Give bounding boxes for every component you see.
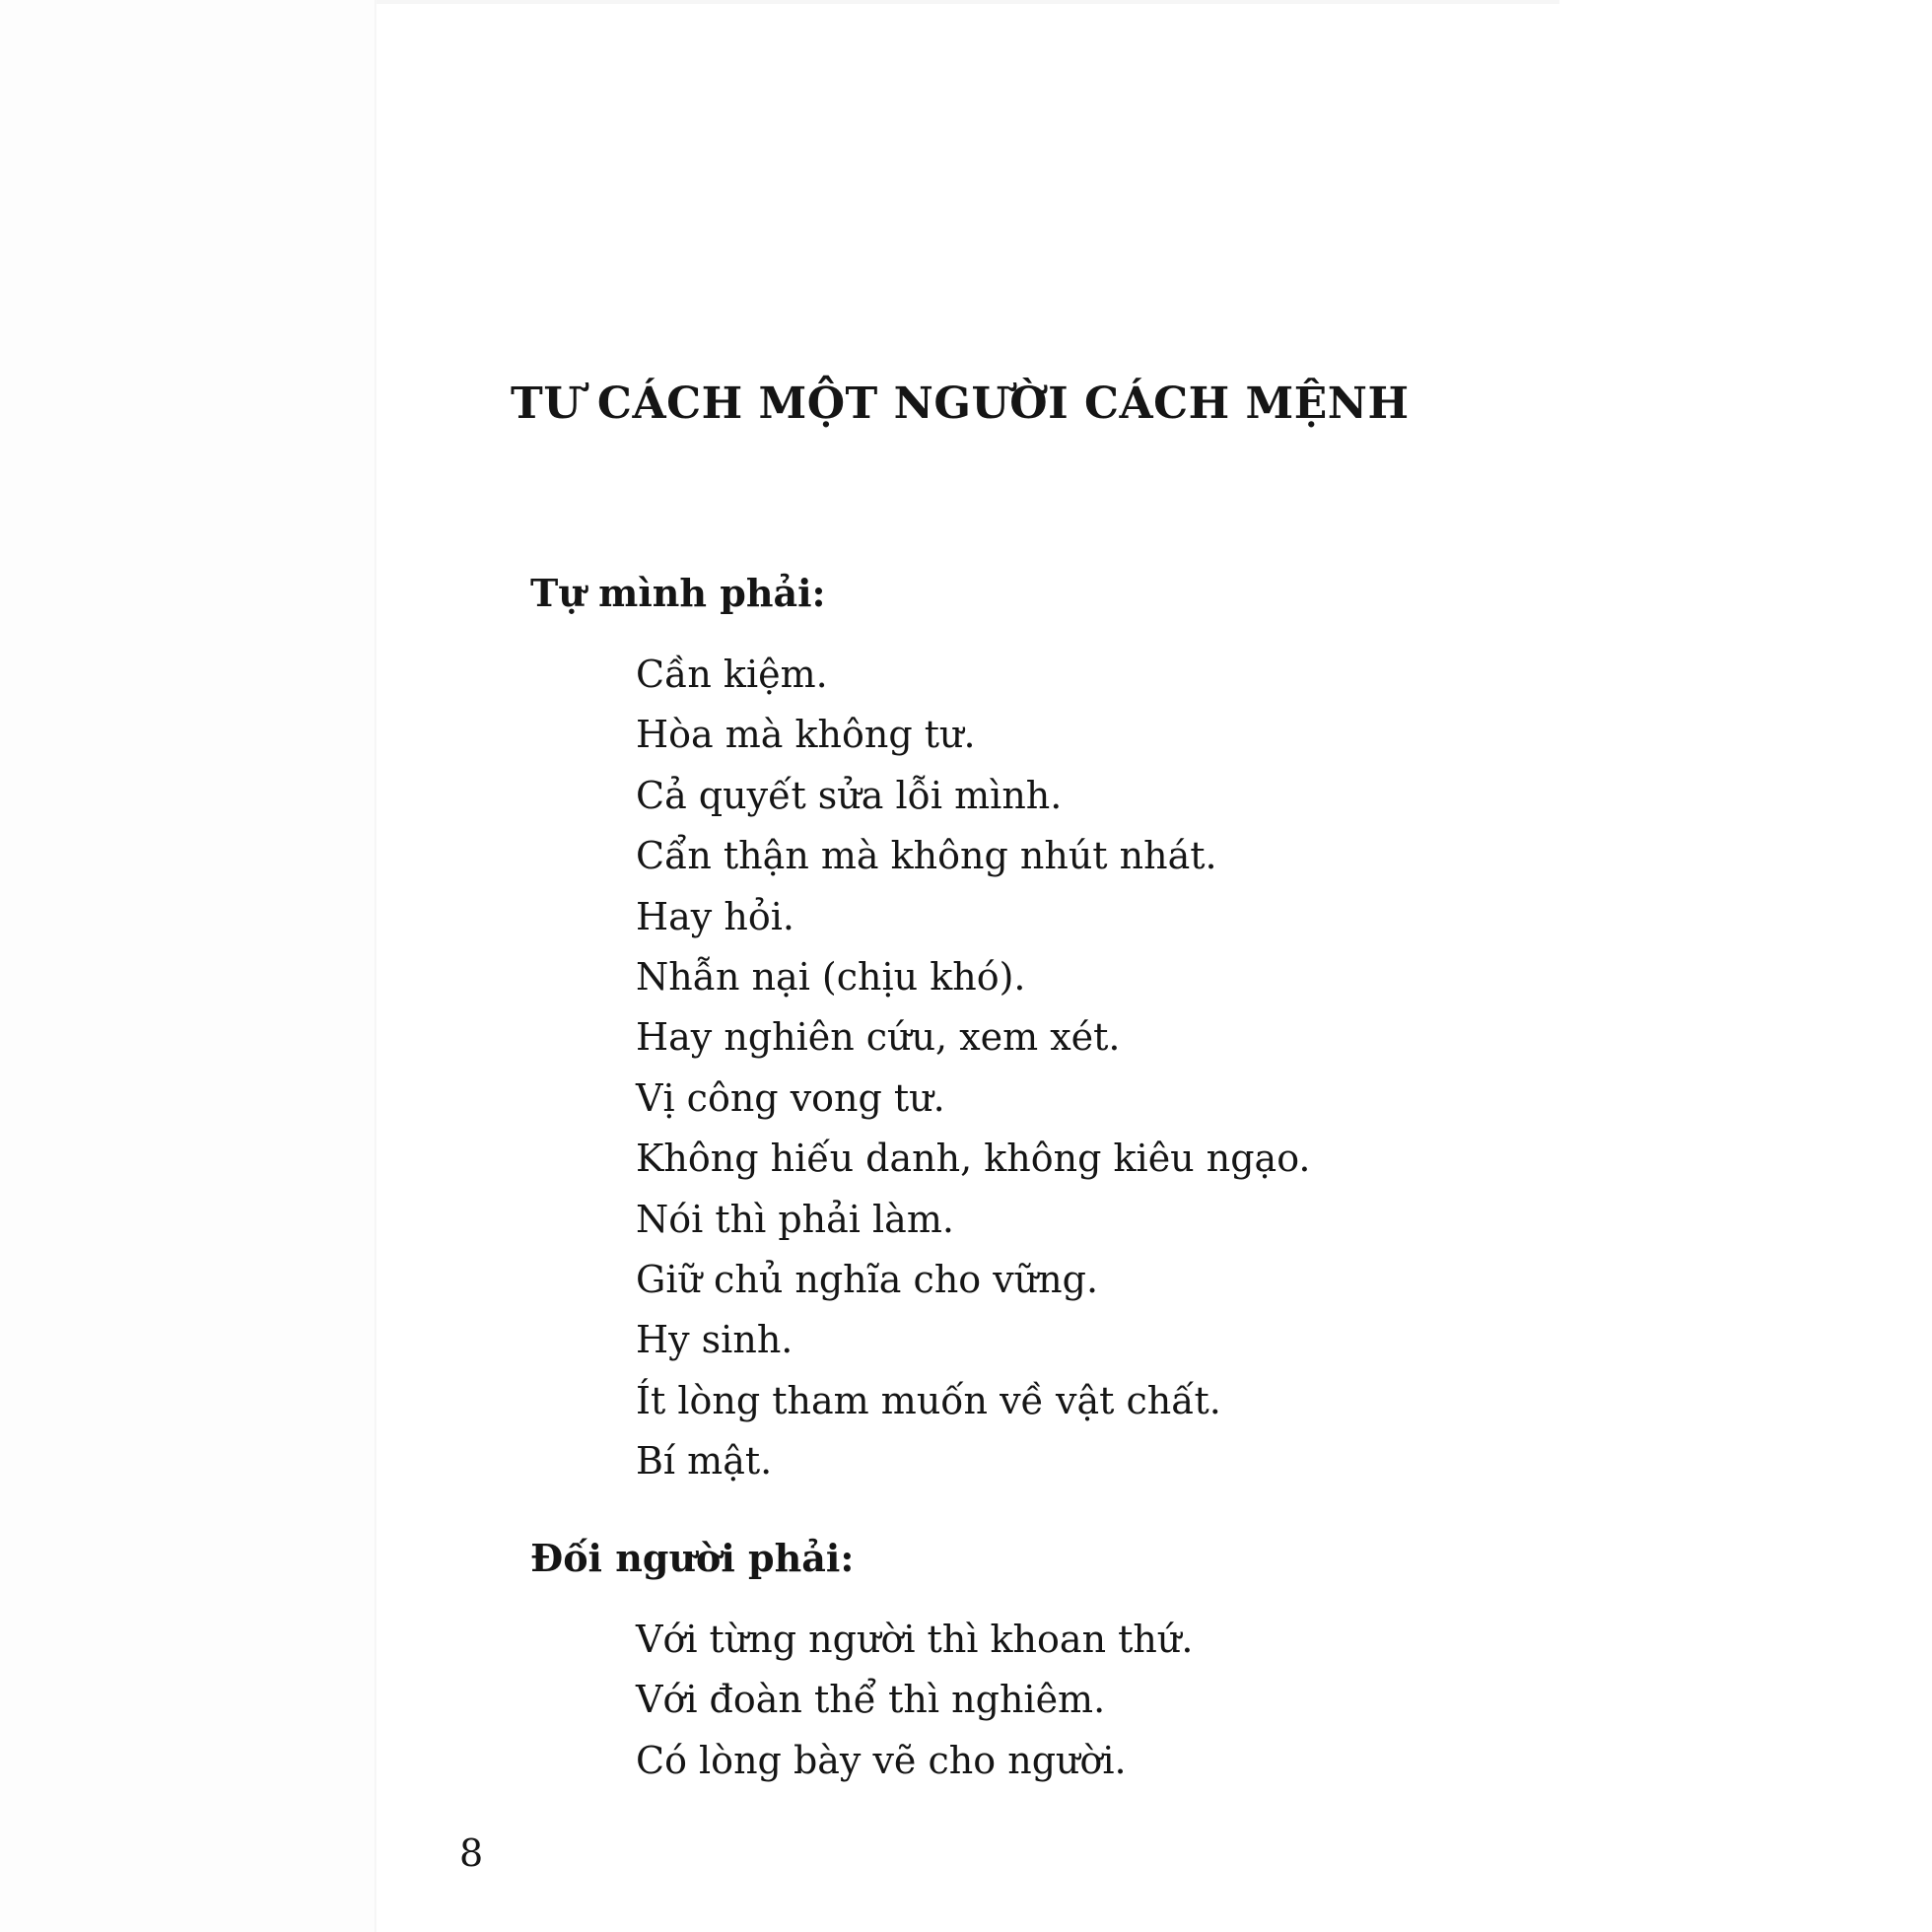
list-item: Cần kiệm.	[636, 653, 828, 696]
list-item: Cẩn thận mà không nhút nhát.	[636, 834, 1217, 878]
list-item: Ít lòng tham muốn về vật chất.	[636, 1378, 1221, 1422]
list-item: Với từng người thì khoan thứ.	[636, 1618, 1194, 1661]
list-item: Nói thì phải làm.	[636, 1197, 954, 1241]
list-item: Hy sinh.	[636, 1318, 794, 1362]
section-others	[530, 1531, 1193, 1791]
list-item: Cả quyết sửa lỗi mình.	[636, 773, 1063, 817]
self-requirements-list	[636, 645, 1310, 1492]
list-item: Nhẫn nại (chịu khó).	[636, 955, 1026, 1000]
list-item: Không hiếu danh, không kiêu ngạo.	[636, 1137, 1311, 1181]
list-item: Hay nghiên cứu, xem xét.	[636, 1015, 1121, 1060]
list-item: Hay hỏi.	[636, 894, 794, 938]
section-self	[530, 566, 1310, 1492]
section-heading-others: Đối người phải:	[530, 1536, 855, 1580]
list-item: Có lòng bày vẽ cho người.	[636, 1738, 1127, 1782]
page-margin-shade	[0, 0, 377, 1932]
list-item: Hòa mà không tư.	[636, 713, 976, 757]
list-item: Bí mật.	[636, 1439, 773, 1484]
list-item: Giữ chủ nghĩa cho vững.	[636, 1258, 1099, 1302]
list-item: Với đoàn thể thì nghiêm.	[636, 1678, 1106, 1722]
page-edge	[375, 0, 377, 1932]
others-requirements-list	[636, 1610, 1193, 1791]
page-number: 8	[459, 1831, 484, 1875]
page-title: TƯ CÁCH MỘT NGƯỜI CÁCH MỆNH	[511, 379, 1410, 429]
list-item: Vị công vong tư.	[636, 1075, 945, 1120]
section-heading-self: Tự mình phải:	[530, 571, 826, 615]
page-top-edge	[377, 0, 1559, 4]
